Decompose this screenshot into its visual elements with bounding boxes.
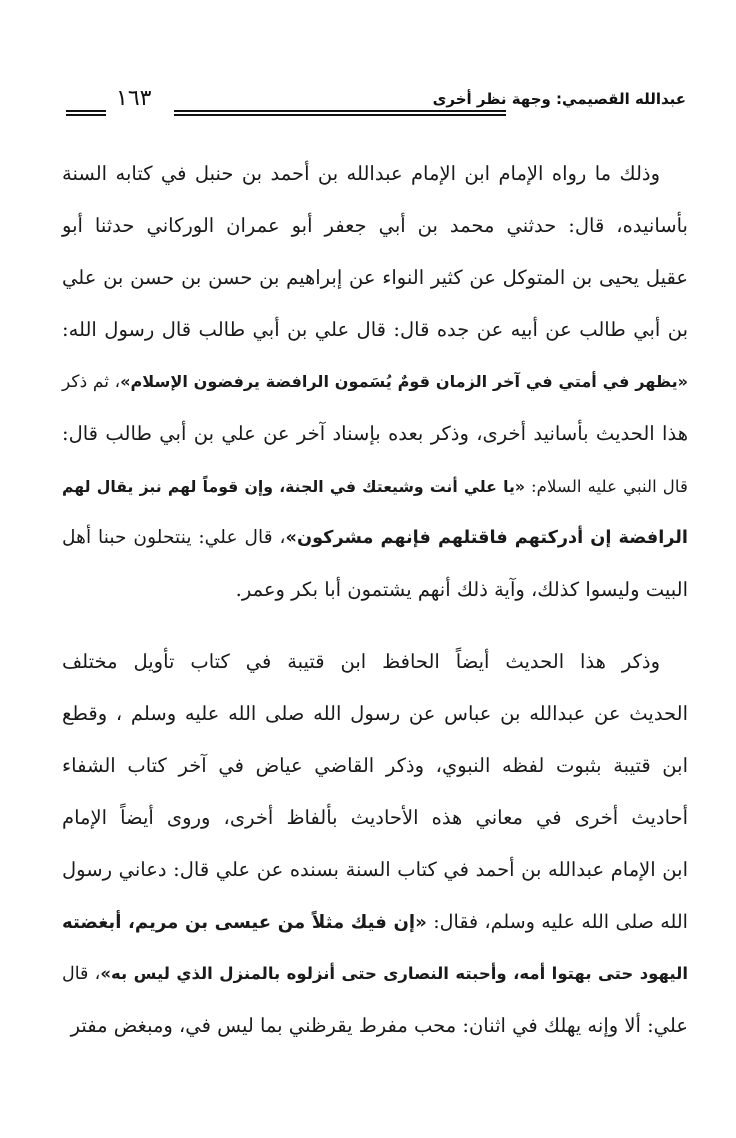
hadith-quote: «يظهر في أمتي في آخر الزمان قومٌ يُسَمون الرافضة يرفضون الإسلام» (120, 372, 689, 391)
text-segment: ابن قتيبة بثبوت لفظه النبوي، وذكر القاضي عياض في آخر كتاب الشفاء (62, 754, 688, 777)
hadith-quote: الرافضة إن أدركتهم فاقتلهم فإنهم مشركون» (285, 528, 688, 548)
hadith-quote: «يا علي أنت وشيعتك في الجنة، وإن قوماً لهم نبز يقال لهم (62, 477, 525, 496)
text-line (62, 460, 688, 512)
text-segment: ، ثم ذكر (62, 372, 121, 392)
text-line (62, 200, 688, 252)
text-segment: البيت وليسوا كذلك، وآية ذلك أنهم يشتمون أبا بكر وعمر. (235, 578, 688, 601)
text-segment: هذا الحديث بأسانيد أخرى، وذكر بعده بإسناد آخر عن علي بن أبي طالب قال: (62, 422, 688, 445)
text-segment: قال النبي عليه السلام: (524, 476, 688, 496)
text-line (62, 636, 688, 688)
hadith-quote: اليهود حتى بهتوا أمه، وأحبته النصارى حتى أنزلوه بالمنزل الذي ليس به» (100, 964, 689, 983)
text-segment: أحاديث أخرى في معاني هذه الأحاديث بألفاظ أخرى، وروى أيضاً الإمام (62, 806, 688, 829)
text-segment: ، قال علي: ينتحلون حبنا أهل (62, 527, 286, 548)
text-segment: عقيل يحيى بن المتوكل عن كثير النواء عن إبراهيم بن حسن بن حسن بن علي (62, 266, 688, 289)
paragraph (62, 148, 688, 616)
text-line (62, 896, 688, 948)
text-line (62, 844, 688, 896)
text-segment: وذلك ما رواه الإمام ابن الإمام عبدالله بن أحمد بن حنبل في كتابه السنة (62, 162, 660, 185)
text-segment: بأسانيده، قال: حدثني محمد بن أبي جعفر أبو عمران الوركاني حدثنا أبو (62, 214, 688, 237)
text-line (62, 740, 688, 792)
text-line (62, 564, 688, 616)
header-rule (174, 110, 506, 112)
text-line (62, 512, 688, 564)
text-line (62, 356, 688, 408)
text-line (62, 1000, 688, 1052)
text-segment: ابن الإمام عبدالله بن أحمد في كتاب السنة بسنده عن علي قال: دعاني رسول (62, 858, 688, 881)
text-segment: الحديث عن عبدالله بن عباس عن رسول الله صلى الله عليه وسلم ، وقطع (62, 702, 688, 725)
page-number: ١٦٣ (116, 86, 152, 111)
text-line (62, 792, 688, 844)
text-segment: ، قال (62, 964, 101, 984)
header-rule-short (66, 110, 106, 112)
running-header (66, 86, 686, 126)
text-line (62, 252, 688, 304)
text-segment: وذكر هذا الحديث أيضاً الحافظ ابن قتيبة في كتاب تأويل مختلف (62, 650, 660, 673)
text-segment: بن أبي طالب عن أبيه عن جده قال: قال علي بن أبي طالب قال رسول الله: (62, 318, 688, 341)
hadith-quote: «إن فيك مثلاً من عيسى بن مريم، أبغضته (62, 912, 427, 933)
text-line (62, 408, 688, 460)
text-line (62, 948, 688, 1000)
body-text (62, 148, 688, 1052)
text-segment: علي: ألا وإنه يهلك في اثنان: محب مفرط يقرظني بما ليس في، ومبغض مفتر (70, 1014, 688, 1037)
text-line (62, 148, 688, 200)
text-segment: الله صلى الله عليه وسلم، فقال: (426, 910, 688, 933)
paragraph (62, 636, 688, 1052)
paragraph-gap (62, 616, 688, 636)
text-line (62, 688, 688, 740)
book-title: عبدالله القصيمي: وجهة نظر أخرى (432, 90, 686, 108)
text-line (62, 304, 688, 356)
